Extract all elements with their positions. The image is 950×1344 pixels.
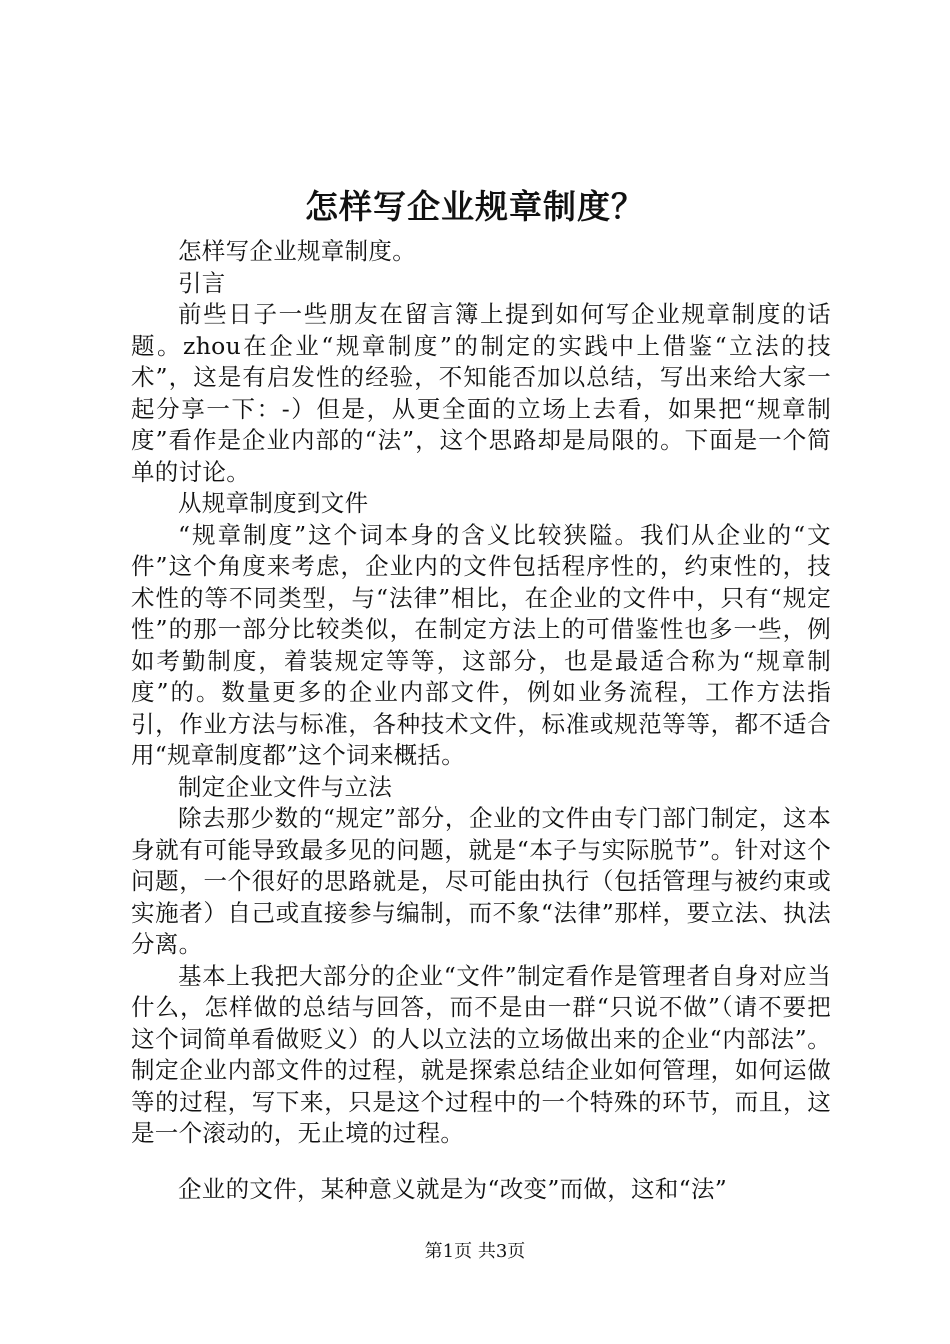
section-heading-rules-to-documents: 从规章制度到文件 — [178, 489, 369, 517]
section-heading-preface: 引言 — [178, 268, 226, 297]
page-number: 第1页 共3页 — [424, 1241, 526, 1262]
paragraph-preface: 前些日子一些朋友在留言簿上提到如何写企业规章制度的话题。zhou在企业“规章制度”的制定的实践中上借鉴“立法的技术”，这是有启发性的经验，不知能否加以总结，写出来给大家一起分享一下：-）但是，从更全面的立场上去看，如果把“规章制度”看作是企业内部的“法”，这个思路却是局限的。下面是一个简单的讨论。 — [131, 300, 831, 486]
intro-line: 怎样写企业规章制度。 — [178, 237, 416, 265]
paragraph-documents-and-legislation: 除去那少数的“规定”部分，企业的文件由专门部门制定，这本身就有可能导致最多见的问题，就是“本子与实际脱节”。针对这个问题，一个很好的思路就是，尽可能由执行（包括管理与被约束或实施者）自己或直接参与编制，而不象“法律”那样，要立法、执法分离。 — [131, 804, 831, 958]
paragraph-change: 企业的文件，某种意义就是为“改变”而做，这和“法” — [178, 1174, 728, 1203]
document-title: 怎样写企业规章制度？ — [305, 187, 645, 226]
document-body — [131, 236, 831, 1205]
paragraph-rules-to-documents: “规章制度”这个词本身的含义比较狭隘。我们从企业的“文件”这个角度来考虑，企业内的文件包括程序性的，约束性的，技术性的等不同类型，与“法律”相比，在企业的文件中，只有“规定性”的那一部分比较类似，在制定方法上的可借鉴性也多一些，例如考勤制度，着装规定等等，这部分，也是最适合称为“规章制度”的。数量更多的企业内部文件，例如业务流程，工作方法指引，作业方法与标准，各种技术文件，标准或规范等等，都不适合用“规章制度都”这个词来概括。 — [131, 520, 831, 769]
section-heading-documents-and-legislation: 制定企业文件与立法 — [178, 772, 393, 801]
paragraph-management-summary: 基本上我把大部分的企业“文件”制定看作是管理者自身对应当什么，怎样做的总结与回答，而不是由一群“只说不做”（请不要把这个词简单看做贬义）的人以立法的立场做出来的企业“内部法”。制定企业内部文件的过程，就是探索总结企业如何管理，如何运做等的过程，写下来，只是这个过程中的一个特殊的环节，而且，这是一个滚动的，无止境的过程。 — [131, 961, 831, 1147]
